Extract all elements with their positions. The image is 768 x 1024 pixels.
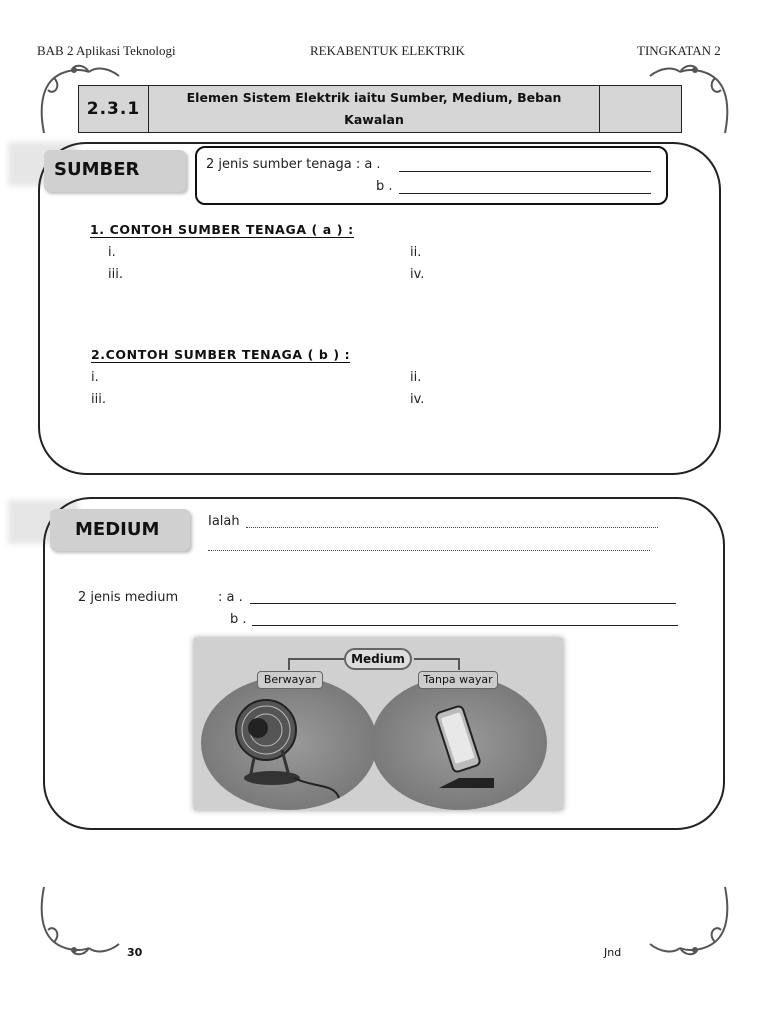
medium-jenis-label: 2 jenis medium bbox=[78, 590, 179, 605]
sumber-a-item-i: i. bbox=[108, 245, 116, 260]
sumber-jenis-box bbox=[195, 146, 668, 205]
medium-diagram bbox=[194, 638, 563, 810]
topic-title-line2: Kawalan bbox=[344, 112, 404, 127]
medium-ialah-line1[interactable] bbox=[246, 516, 658, 528]
sumber-b-item-ii: ii. bbox=[410, 370, 422, 385]
medium-a-line[interactable] bbox=[250, 590, 676, 604]
medium-tab: MEDIUM bbox=[50, 509, 190, 551]
sumber-jenis-b-label: b . bbox=[376, 179, 393, 194]
sumber-jenis-label: 2 jenis sumber tenaga : a . bbox=[206, 157, 381, 172]
footer-right-text: Jnd bbox=[604, 946, 622, 959]
medium-ialah-label: Ialah bbox=[208, 514, 240, 529]
sumber-jenis-b-line[interactable] bbox=[399, 180, 651, 194]
topic-title-table bbox=[78, 85, 682, 133]
sumber-a-item-ii: ii. bbox=[410, 245, 422, 260]
page-number: 30 bbox=[127, 946, 143, 959]
header-form: TINGKATAN 2 bbox=[637, 43, 721, 58]
sumber-b-item-i: i. bbox=[91, 370, 99, 385]
sumber-b-item-iv: iv. bbox=[410, 392, 425, 407]
header-subject: REKABENTUK ELEKTRIK bbox=[310, 43, 465, 58]
topic-title bbox=[148, 86, 599, 133]
sumber-heading-a: 1. CONTOH SUMBER TENAGA ( a ) : bbox=[90, 222, 354, 237]
medium-a-label: : a . bbox=[218, 590, 243, 605]
sumber-jenis-a-line[interactable] bbox=[399, 158, 651, 172]
sumber-b-item-iii: iii. bbox=[91, 392, 106, 407]
diagram-medium-label: Medium bbox=[344, 648, 412, 670]
sumber-heading-b: 2.CONTOH SUMBER TENAGA ( b ) : bbox=[91, 347, 351, 362]
diagram-berwayar-label: Berwayar bbox=[257, 671, 323, 689]
header-chapter: BAB 2 Aplikasi Teknologi bbox=[37, 43, 176, 58]
sumber-a-item-iii: iii. bbox=[108, 267, 123, 282]
diagram-tanpa-wayar-label: Tanpa wayar bbox=[418, 671, 498, 689]
medium-b-label: b . bbox=[230, 612, 247, 627]
sumber-a-item-iv: iv. bbox=[410, 267, 425, 282]
ornament-bottom-right bbox=[640, 882, 735, 962]
sumber-tab: SUMBER bbox=[44, 150, 186, 192]
topic-blank-cell bbox=[600, 86, 682, 133]
medium-ialah-line2[interactable] bbox=[208, 539, 650, 551]
topic-number: 2.3.1 bbox=[79, 86, 149, 133]
topic-title-line1: Elemen Sistem Elektrik iaitu Sumber, Medium, Beban bbox=[186, 90, 562, 105]
ornament-bottom-left bbox=[34, 882, 129, 962]
medium-b-line[interactable] bbox=[252, 612, 678, 626]
